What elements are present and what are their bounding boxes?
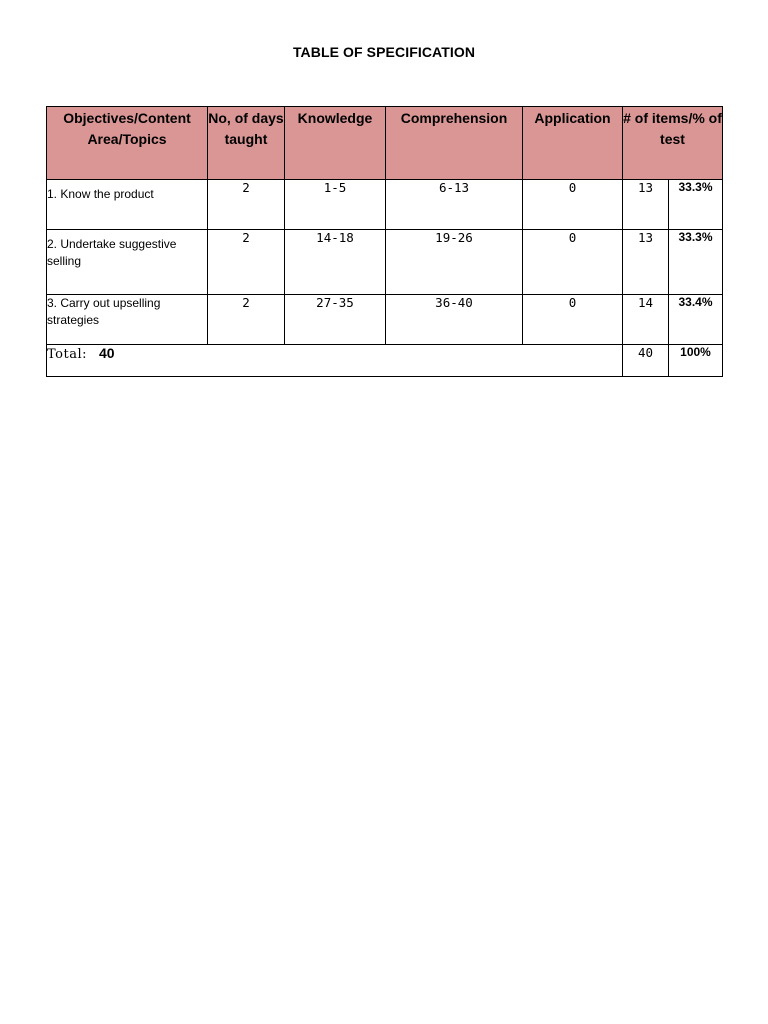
total-items-cell: 40	[623, 345, 669, 377]
application-cell: 0	[523, 230, 623, 295]
total-percent-cell: 100%	[669, 345, 723, 377]
application-cell: 0	[523, 180, 623, 230]
knowledge-cell: 14-18	[285, 230, 386, 295]
items-cell: 13	[623, 180, 669, 230]
percent-cell: 33.3%	[669, 180, 723, 230]
percent-cell: 33.3%	[669, 230, 723, 295]
topic-label: 3. Carry out upselling strategies	[47, 296, 161, 327]
header-application: Application	[523, 107, 623, 180]
knowledge-cell: 27-35	[285, 295, 386, 345]
total-label: Total:	[47, 347, 88, 362]
header-days-taught: No, of days taught	[208, 107, 285, 180]
table-row	[47, 230, 723, 295]
total-value: 40	[99, 345, 115, 361]
comprehension-cell: 36-40	[386, 295, 523, 345]
total-row	[47, 345, 723, 377]
page-title: TABLE OF SPECIFICATION	[292, 44, 476, 60]
comprehension-cell: 19-26	[386, 230, 523, 295]
topic-cell	[47, 180, 208, 230]
topic-label: 1. Know the product	[47, 187, 154, 201]
topic-cell	[47, 230, 208, 295]
specification-table	[46, 106, 723, 377]
days-cell: 2	[208, 230, 285, 295]
header-row	[47, 107, 723, 180]
comprehension-cell: 6-13	[386, 180, 523, 230]
header-comprehension: Comprehension	[386, 107, 523, 180]
header-knowledge: Knowledge	[285, 107, 386, 180]
items-cell: 14	[623, 295, 669, 345]
header-objectives: Objectives/Content Area/Topics	[47, 107, 208, 180]
knowledge-cell: 1-5	[285, 180, 386, 230]
header-items-percent: # of items/% of test	[623, 107, 723, 180]
total-cell	[47, 345, 623, 377]
items-cell: 13	[623, 230, 669, 295]
days-cell: 2	[208, 295, 285, 345]
topic-label: 2. Undertake suggestive selling	[47, 237, 177, 268]
table-row	[47, 295, 723, 345]
application-cell: 0	[523, 295, 623, 345]
percent-cell: 33.4%	[669, 295, 723, 345]
table-row	[47, 180, 723, 230]
topic-cell	[47, 295, 208, 345]
days-cell: 2	[208, 180, 285, 230]
